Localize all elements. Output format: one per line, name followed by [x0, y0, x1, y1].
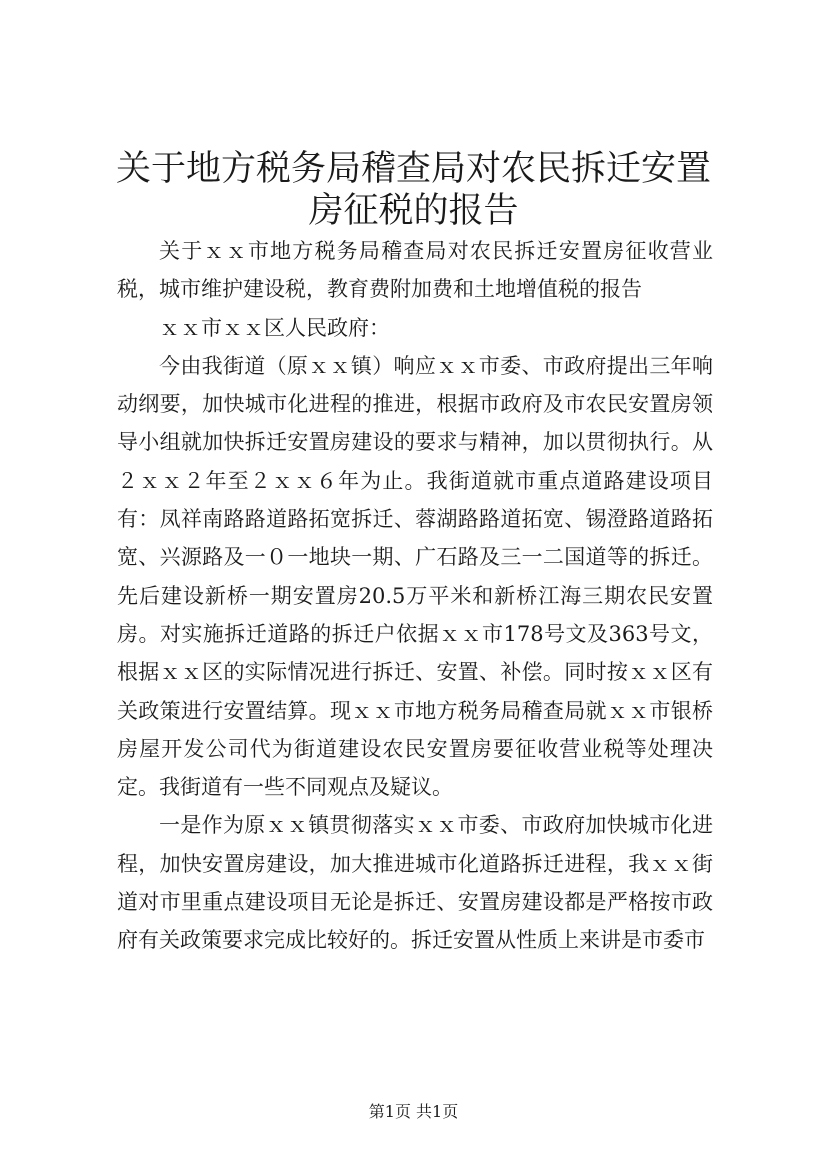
document-body [117, 232, 713, 960]
report-subject-paragraph: 关于ｘｘ市地方税务局稽查局对农民拆迁安置房征收营业税，城市维护建设税，教育费附加费和土地增值税的报告 [117, 239, 713, 302]
addressee-paragraph: ｘｘ市ｘｘ区人民政府： [159, 315, 390, 340]
point-one-paragraph: 一是作为原ｘｘ镇贯彻落实ｘｘ市委、市政府加快城市化进程，加快安置房建设，加大推进城市化道路拆迁进程，我ｘｘ街道对市里重点建设项目无论是拆迁、安置房建设都是严格按市政府有关政策要求完成比较好的。拆迁安置从性质上来讲是市委市 [117, 813, 713, 953]
document-title: 关于地方税务局稽查局对农民拆迁安置房征税的报告 [115, 149, 711, 231]
background-paragraph: 今由我街道（原ｘｘ镇）响应ｘｘ市委、市政府提出三年响动纲要，加快城市化进程的推进，根据市政府及市农民安置房领导小组就加快拆迁安置房建设的要求与精神，加以贯彻执行。从２ｘｘ２年至２ｘｘ６年为止。我街道就市重点道路建设项目有：凤祥南路路道路拓宽拆迁、蓉湖路路道拓宽、锡澄路道路拓宽、兴源路及一０一地块一期、广石路及三一二国道等的拆迁。先后建设新桥一期安置房20.5万平米和新桥江海三期农民安置房。对实施拆迁道路的拆迁户依据ｘｘ市178号文及363号文，根据ｘｘ区的实际情况进行拆迁、安置、补偿。同时按ｘｘ区有关政策进行安置结算。现ｘｘ市地方税务局稽查局就ｘｘ市银桥房屋开发公司代为街道建设农民安置房要征收营业税等处理决定。我街道有一些不同观点及疑议。 [117, 353, 713, 800]
page-footer: 第1页 共1页 [368, 1102, 459, 1121]
